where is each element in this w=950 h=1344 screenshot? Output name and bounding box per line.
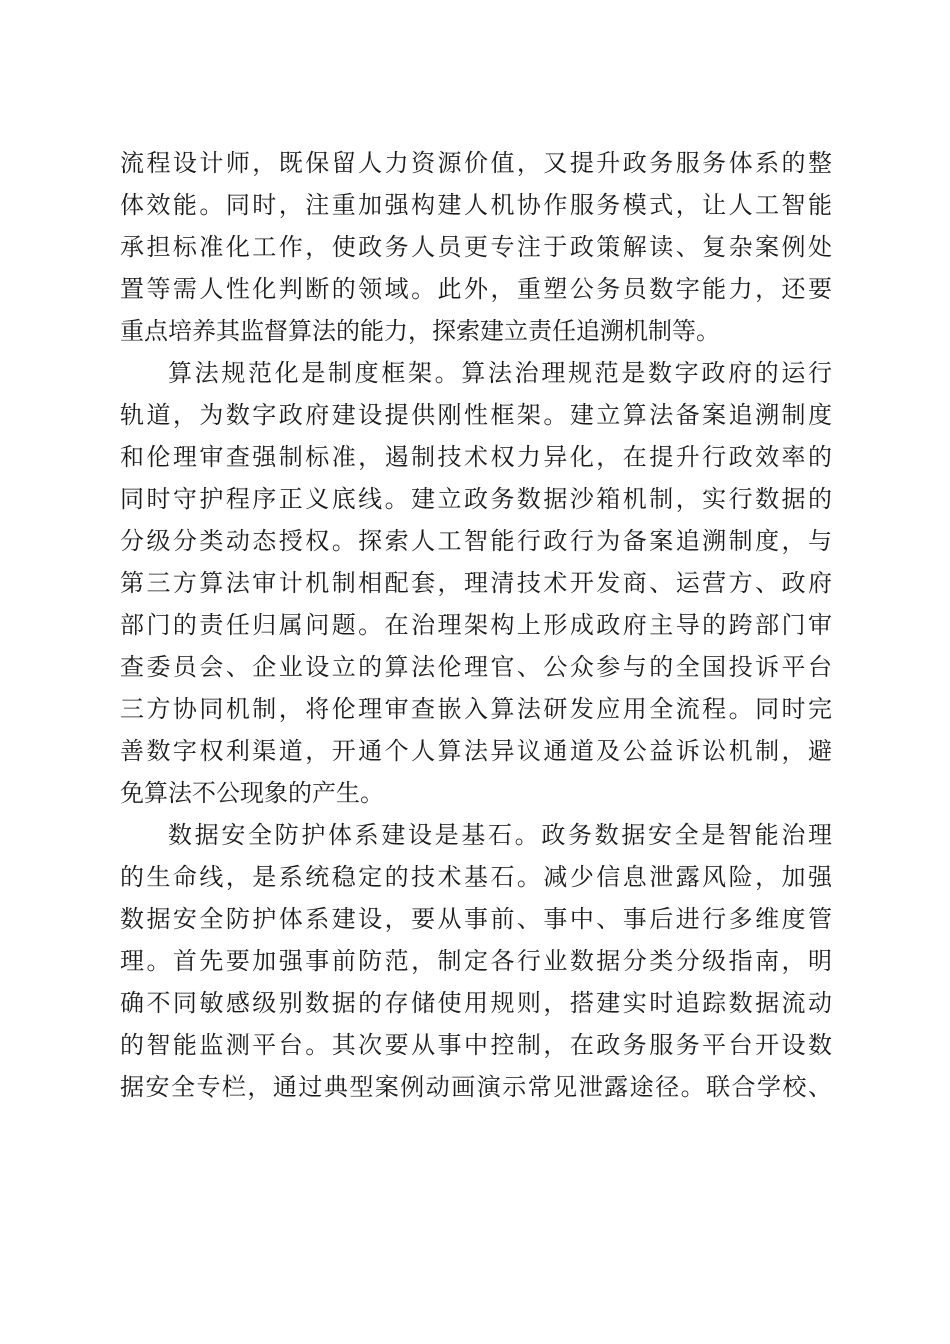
- paragraph-1-line-3: 承担标准化工作，使政务人员更专注于政策解读、复杂案例处: [120, 233, 832, 261]
- paragraph-2-line-4: 同时守护程序正义底线。建立政务数据沙箱机制，实行数据的: [120, 485, 832, 513]
- paragraph-2-line-3: 和伦理审查强制标准，遏制技术权力异化，在提升行政效率的: [120, 443, 832, 471]
- paragraph-2-line-5: 分级分类动态授权。探索人工智能行政行为备案追溯制度，与: [120, 527, 832, 555]
- paragraph-2-line-6: 第三方算法审计机制相配套，理清技术开发商、运营方、政府: [120, 569, 832, 597]
- paragraph-1-line-2: 体效能。同时，注重加强构建人机协作服务模式，让人工智能: [120, 191, 832, 219]
- paragraph-1-line-1: 流程设计师，既保留人力资源价值，又提升政务服务体系的整: [120, 149, 832, 177]
- paragraph-3-line-1: 数据安全防护体系建设是基石。政务数据安全是智能治理: [168, 821, 832, 849]
- document-body: [120, 142, 832, 1108]
- paragraph-3-line-2: 的生命线，是系统稳定的技术基石。减少信息泄露风险，加强: [120, 863, 832, 891]
- paragraph-3-line-6: 的智能监测平台。其次要从事中控制，在政务服务平台开设数: [120, 1031, 832, 1059]
- paragraph-2-line-7: 部门的责任归属问题。在治理架构上形成政府主导的跨部门审: [120, 611, 832, 639]
- paragraph-2-line-2: 轨道，为数字政府建设提供刚性框架。建立算法备案追溯制度: [120, 401, 832, 429]
- paragraph-2-line-8: 查委员会、企业设立的算法伦理官、公众参与的全国投诉平台: [120, 653, 832, 681]
- paragraph-3-line-5: 确不同敏感级别数据的存储使用规则，搭建实时追踪数据流动: [120, 989, 832, 1017]
- paragraph-1-line-4: 置等需人性化判断的领域。此外，重塑公务员数字能力，还要: [120, 275, 832, 303]
- paragraph-3-line-4: 理。首先要加强事前防范，制定各行业数据分类分级指南，明: [120, 947, 832, 975]
- paragraph-2-line-10: 善数字权利渠道，开通个人算法异议通道及公益诉讼机制，避: [120, 737, 832, 765]
- paragraph-2-line-1: 算法规范化是制度框架。算法治理规范是数字政府的运行: [168, 359, 832, 387]
- paragraph-3-line-7: 据安全专栏，通过典型案例动画演示常见泄露途径。联合学校、: [120, 1073, 832, 1101]
- paragraph-2-line-11: 免算法不公现象的产生。: [120, 779, 384, 807]
- paragraph-1-line-5: 重点培养其监督算法的能力，探索建立责任追溯机制等。: [120, 317, 720, 345]
- paragraph-3-line-3: 数据安全防护体系建设，要从事前、事中、事后进行多维度管: [120, 905, 832, 933]
- paragraph-2-line-9: 三方协同机制，将伦理审查嵌入算法研发应用全流程。同时完: [120, 695, 832, 723]
